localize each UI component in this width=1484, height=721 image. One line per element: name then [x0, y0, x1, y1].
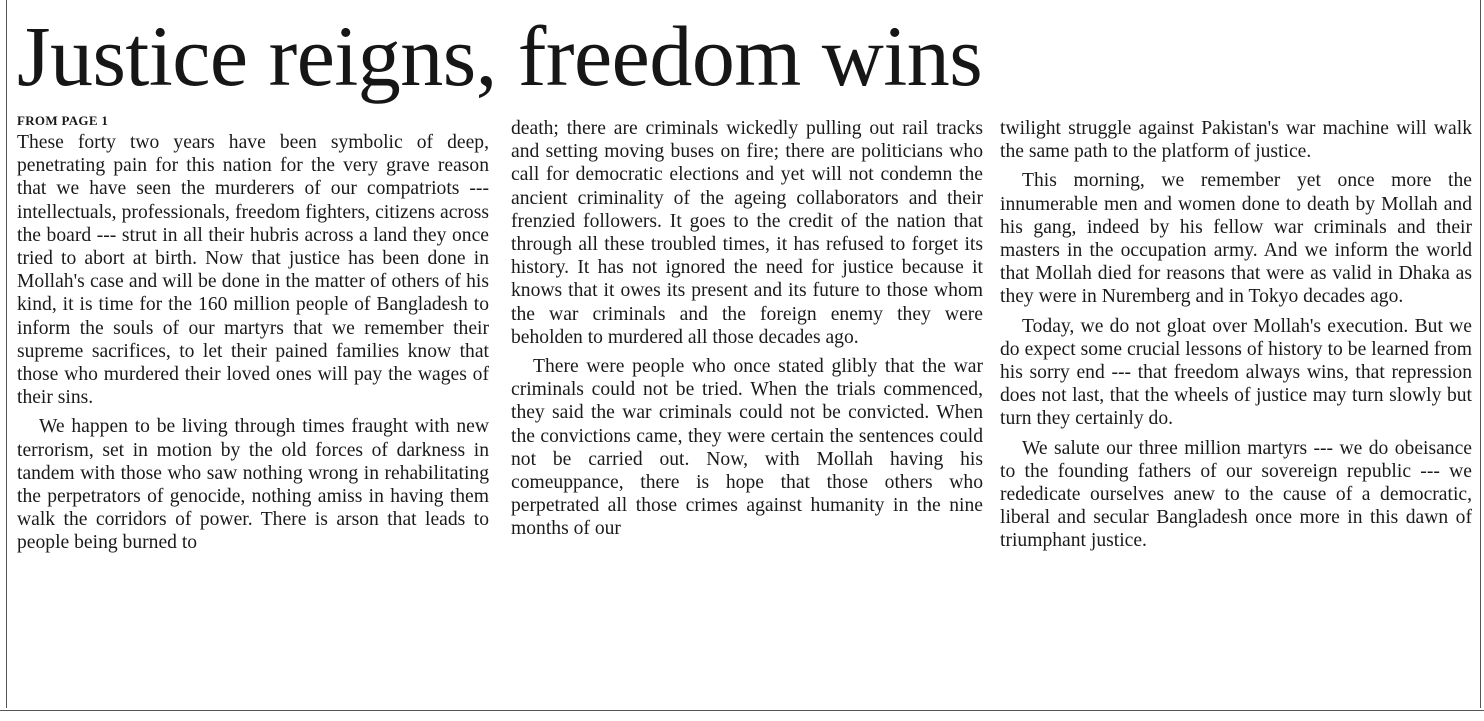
paragraph: These forty two years have been symbolic of deep, penetrating pain for this nation for the very grave reason that we have seen the murderers of our compatriots --- intellectuals, professionals, freedom fighters, citizens across the board --- strut in all their hubris across a land they once tried to abort at birth. Now that justice has been done in Mollah's case and will be done in the matter of others of his kind, it is time for the 160 million people of Bangladesh to inform the souls of our martyrs that we remember their supreme sacrifices, to let their pained families know that those who murdered their loved ones will pay the wages of their sins.: [17, 132, 489, 409]
from-page-kicker: FROM PAGE 1: [17, 113, 109, 128]
paragraph: twilight struggle against Pakistan's war machine will walk the same path to the platform of justice.: [1000, 118, 1472, 163]
article-column-2: [511, 117, 983, 547]
article-column-3: [1000, 117, 1472, 559]
left-border-rule: [6, 0, 7, 708]
paragraph: We salute our three million martyrs --- we do obeisance to the founding fathers of our sovereign republic --- we rededicate ourselves anew to the cause of a democratic, liberal and secular Bangladesh once more in this dawn of triumphant justice.: [1000, 437, 1472, 552]
bottom-border-rule: [0, 710, 1484, 711]
paragraph: This morning, we remember yet once more the innumerable men and women done to death by Mollah and his gang, indeed by his fellow war criminals and their masters in the occupation army. And we inform the world that Mollah died for reasons that were as valid in Dhaka as they were in Nuremberg and in Tokyo decades ago.: [1000, 170, 1472, 308]
paragraph: Today, we do not gloat over Mollah's execution. But we do expect some crucial lessons of history to be learned from his sorry end --- that freedom always wins, that repression does not last, that the wheels of justice may turn slowly but turn they certainly do.: [1000, 315, 1472, 430]
headline: Justice reigns, freedom wins: [17, 8, 983, 104]
right-border-rule: [1480, 0, 1481, 708]
paragraph: We happen to be living through times fraught with new terrorism, set in motion by the old forces of darkness in tandem with those who saw nothing wrong in rehabilitating the perpetrators of genocide, nothing amiss in having them walk the corridors of power. There is arson that leads to people being burned to: [17, 416, 489, 554]
paragraph: death; there are criminals wickedly pulling out rail tracks and setting moving buses on fire; there are politicians who call for democratic elections and yet will not condemn the ancient criminality of the ageing collaborators and their frenzied followers. It goes to the credit of the nation that through all these troubled times, it has refused to forget its history. It has not ignored the need for justice because it knows that it owes its present and its future to those whom the war criminals and the foreign enemy they were beholden to murdered all those decades ago.: [511, 118, 983, 348]
article-column-1: [17, 113, 489, 561]
paragraph: There were people who once stated glibly that the war criminals could not be tried. When the trials commenced, they said the war criminals could not be convicted. When the convictions came, they were certain the sentences could not be carried out. Now, with Mollah having his comeuppance, there is hope that those others who perpetrated all those crimes against humanity in the nine months of our: [511, 356, 983, 540]
